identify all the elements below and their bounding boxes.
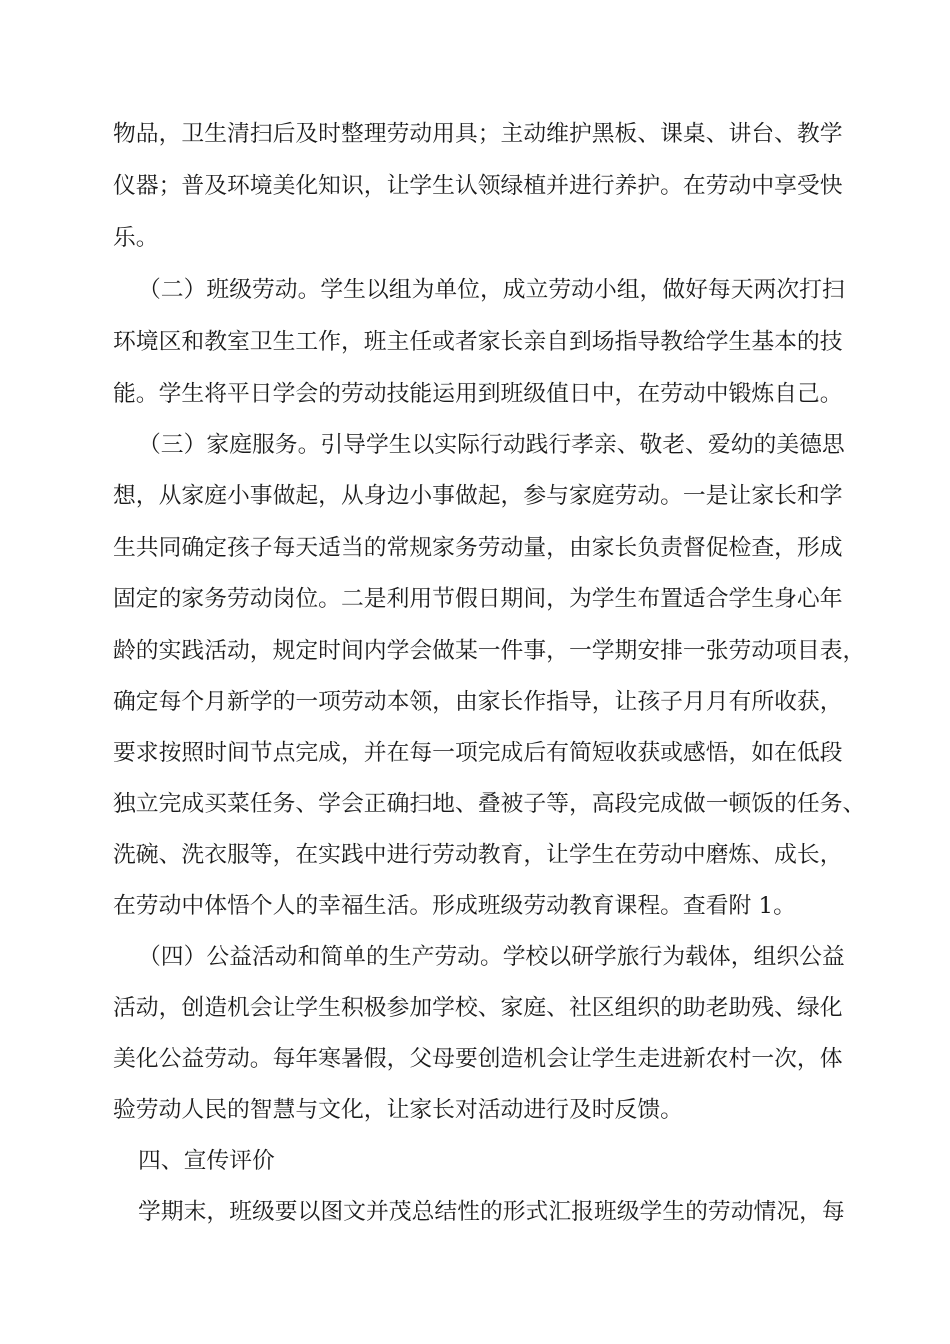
text-line: 想，从家庭小事做起，从身边小事做起，参与家庭劳动。一是让家长和学 <box>113 483 843 509</box>
text-line: 乐。 <box>113 225 159 251</box>
paragraph-heading-line: （二）班级劳动。学生以组为单位，成立劳动小组，做好每天两次打扫 <box>138 277 845 303</box>
text-line: 龄的实践活动，规定时间内学会做某一件事，一学期安排一张劳动项目表， <box>113 638 866 664</box>
text-line: 学期末，班级要以图文并茂总结性的形式汇报班级学生的劳动情况，每 <box>138 1199 845 1225</box>
text-line: 生共同确定孩子每天适当的常规家务劳动量，由家长负责督促检查，形成 <box>113 535 843 561</box>
text-line: 确定每个月新学的一项劳动本领，由家长作指导，让孩子月月有所收获， <box>113 689 843 715</box>
text-line: 洗碗、洗衣服等，在实践中进行劳动教育，让学生在劳动中磨炼、成长， <box>113 842 843 868</box>
section-heading: 四、宣传评价 <box>138 1148 275 1174</box>
text-line: 验劳动人民的智慧与文化，让家长对活动进行及时反馈。 <box>113 1097 683 1123</box>
paragraph-heading-line: （四）公益活动和简单的生产劳动。学校以研学旅行为载体，组织公益 <box>138 944 845 970</box>
text-line: 环境区和教室卫生工作，班主任或者家长亲自到场指导教给学生基本的技 <box>113 329 843 355</box>
paragraph-heading-line: （三）家庭服务。引导学生以实际行动践行孝亲、敬老、爱幼的美德思 <box>138 432 845 458</box>
text-line: 独立完成买菜任务、学会正确扫地、叠被子等，高段完成做一顿饭的任务、 <box>113 791 866 817</box>
text-line: 物品，卫生清扫后及时整理劳动用具；主动维护黑板、课桌、讲台、教学 <box>113 121 843 147</box>
text-line: 仪器；普及环境美化知识，让学生认领绿植并进行养护。在劳动中享受快 <box>113 173 843 199</box>
text-line: 固定的家务劳动岗位。二是利用节假日期间，为学生布置适合学生身心年 <box>113 586 843 612</box>
text-line: 活动，创造机会让学生积极参加学校、家庭、社区组织的助老助残、绿化 <box>113 995 843 1021</box>
text-line: 美化公益劳动。每年寒暑假，父母要创造机会让学生走进新农村一次，体 <box>113 1046 843 1072</box>
text-line: 要求按照时间节点完成，并在每一项完成后有简短收获或感悟，如在低段 <box>113 740 843 766</box>
text-line: 在劳动中体悟个人的幸福生活。形成班级劳动教育课程。查看附 1。 <box>113 893 796 919</box>
text-line: 能。学生将平日学会的劳动技能运用到班级值日中，在劳动中锻炼自己。 <box>113 381 843 407</box>
